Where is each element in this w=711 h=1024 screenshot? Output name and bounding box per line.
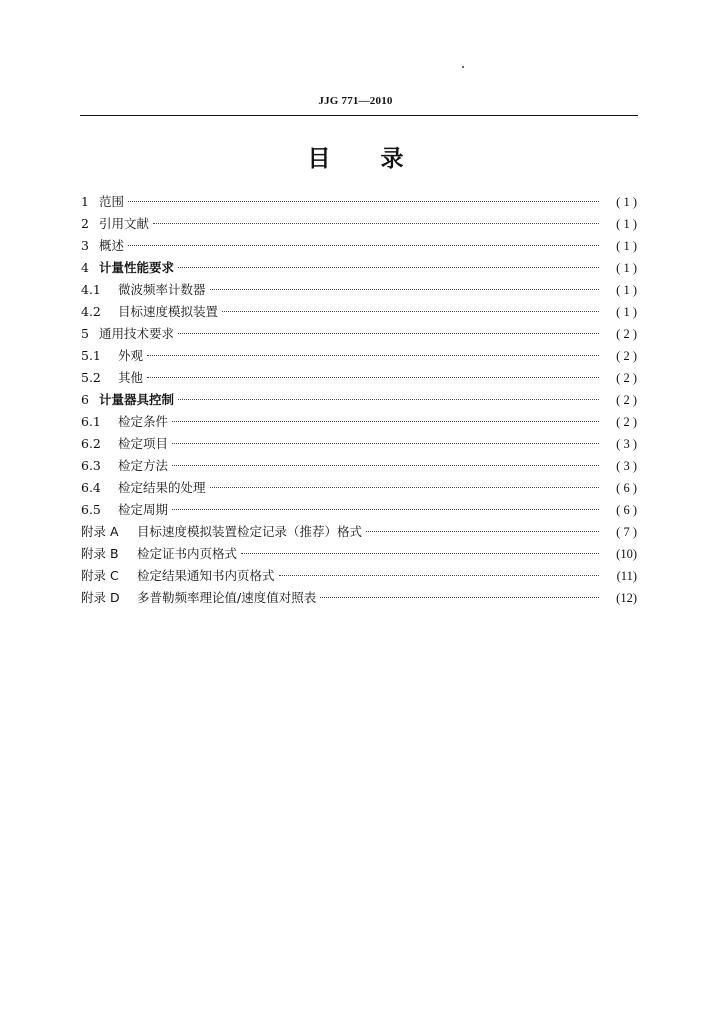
- toc-title: 检定证书内页格式: [137, 546, 238, 561]
- toc-entry-1[interactable]: [81, 191, 637, 213]
- toc-number: 6.1: [81, 414, 101, 429]
- toc-number: 附录 A: [81, 524, 119, 539]
- scan-speck: [462, 66, 464, 68]
- toc-entry-5[interactable]: [81, 323, 637, 345]
- toc-number: 4.2: [81, 304, 101, 319]
- toc-title: 概述: [99, 238, 125, 253]
- toc-entry-4-1[interactable]: [81, 279, 637, 301]
- toc-title: 检定项目: [118, 436, 169, 451]
- toc-number: 5: [81, 326, 89, 341]
- toc-page-number: ( 6 ): [616, 503, 637, 517]
- toc-number: 6.2: [81, 436, 101, 451]
- toc-leader-dots: [172, 465, 599, 466]
- toc-number: 4.1: [81, 282, 101, 297]
- toc-leader-dots: [210, 487, 599, 488]
- toc-page-number: ( 1 ): [616, 195, 637, 209]
- toc-entry-6[interactable]: [81, 389, 637, 411]
- toc-entry-6-1[interactable]: [81, 411, 637, 433]
- toc-leader-dots: [172, 421, 599, 422]
- toc-title: 检定条件: [118, 414, 169, 429]
- toc-leader-dots: [147, 377, 599, 378]
- table-of-contents: [81, 191, 637, 609]
- title-char-1: 目: [307, 146, 331, 172]
- toc-title: 通用技术要求: [99, 326, 175, 341]
- toc-entry-appendix-d[interactable]: [81, 587, 637, 609]
- toc-number: 6.5: [81, 502, 101, 517]
- toc-number: 3: [81, 238, 89, 253]
- toc-number: 6.4: [81, 480, 101, 495]
- toc-page-number: (10): [616, 547, 637, 561]
- toc-number: 5.1: [81, 348, 101, 363]
- toc-page-number: ( 2 ): [616, 327, 637, 341]
- toc-page-number: (12): [616, 591, 637, 605]
- toc-title: 计量器具控制: [99, 392, 175, 407]
- toc-leader-dots: [178, 333, 599, 334]
- document-code: JJG 771—2010: [318, 95, 393, 107]
- toc-entry-appendix-b[interactable]: [81, 543, 637, 565]
- toc-entry-5-2[interactable]: [81, 367, 637, 389]
- toc-entry-3[interactable]: [81, 235, 637, 257]
- toc-page-number: (11): [616, 569, 637, 583]
- toc-title: 检定周期: [118, 502, 169, 517]
- toc-title: 其他: [118, 370, 144, 385]
- toc-title: 引用文献: [99, 216, 150, 231]
- toc-leader-dots: [320, 597, 599, 598]
- toc-entry-6-4[interactable]: [81, 477, 637, 499]
- toc-title: 微波频率计数器: [118, 282, 206, 297]
- toc-leader-dots: [147, 355, 599, 356]
- toc-entry-4[interactable]: [81, 257, 637, 279]
- toc-page-number: ( 2 ): [616, 415, 637, 429]
- toc-leader-dots: [366, 531, 599, 532]
- toc-leader-dots: [178, 399, 599, 400]
- toc-entry-6-5[interactable]: [81, 499, 637, 521]
- toc-page-number: ( 3 ): [616, 459, 637, 473]
- toc-page-number: ( 1 ): [616, 283, 637, 297]
- toc-entry-5-1[interactable]: [81, 345, 637, 367]
- toc-leader-dots: [128, 245, 599, 246]
- toc-title: 检定结果通知书内页格式: [137, 568, 275, 583]
- toc-page-number: ( 1 ): [616, 217, 637, 231]
- toc-entry-2[interactable]: [81, 213, 637, 235]
- toc-page-number: ( 1 ): [616, 239, 637, 253]
- toc-leader-dots: [222, 311, 599, 312]
- toc-entry-4-2[interactable]: [81, 301, 637, 323]
- header-rule: [80, 115, 638, 116]
- toc-title: 外观: [118, 348, 144, 363]
- toc-title: 多普勒频率理论值/速度值对照表: [137, 590, 317, 605]
- toc-page-number: ( 6 ): [616, 481, 637, 495]
- toc-number: 2: [81, 216, 89, 231]
- toc-entry-appendix-a[interactable]: [81, 521, 637, 543]
- toc-title: 目标速度模拟装置检定记录（推荐）格式: [137, 524, 363, 539]
- toc-entry-6-2[interactable]: [81, 433, 637, 455]
- toc-page-number: ( 3 ): [616, 437, 637, 451]
- toc-leader-dots: [128, 201, 599, 202]
- toc-page-number: ( 1 ): [616, 261, 637, 275]
- toc-number: 4: [81, 260, 89, 275]
- toc-number: 附录 B: [81, 546, 119, 561]
- toc-leader-dots: [178, 267, 599, 268]
- toc-page-number: ( 2 ): [616, 393, 637, 407]
- toc-number: 1: [81, 194, 89, 209]
- page-title: [0, 141, 711, 177]
- toc-page-number: ( 7 ): [616, 525, 637, 539]
- toc-leader-dots: [153, 223, 599, 224]
- toc-entry-6-3[interactable]: [81, 455, 637, 477]
- toc-page-number: ( 1 ): [616, 305, 637, 319]
- toc-title: 检定结果的处理: [118, 480, 206, 495]
- toc-leader-dots: [279, 575, 599, 576]
- toc-number: 5.2: [81, 370, 101, 385]
- toc-number: 6.3: [81, 458, 101, 473]
- toc-page-number: ( 2 ): [616, 349, 637, 363]
- toc-title: 计量性能要求: [99, 260, 175, 275]
- toc-page-number: ( 2 ): [616, 371, 637, 385]
- toc-leader-dots: [172, 509, 599, 510]
- toc-title: 范围: [99, 194, 125, 209]
- toc-title: 目标速度模拟装置: [118, 304, 219, 319]
- toc-entry-appendix-c[interactable]: [81, 565, 637, 587]
- toc-number: 附录 C: [81, 568, 119, 583]
- toc-leader-dots: [241, 553, 599, 554]
- toc-leader-dots: [210, 289, 599, 290]
- toc-leader-dots: [172, 443, 599, 444]
- toc-number: 附录 D: [81, 590, 120, 605]
- toc-number: 6: [81, 392, 89, 407]
- title-char-2: 录: [380, 146, 404, 172]
- toc-title: 检定方法: [118, 458, 169, 473]
